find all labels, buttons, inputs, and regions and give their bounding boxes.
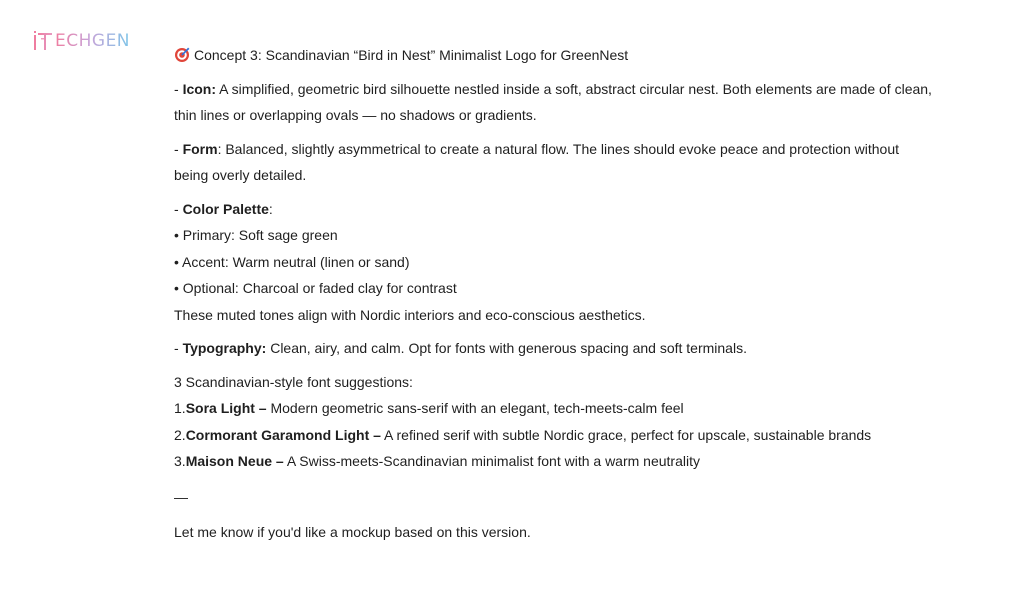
target-icon — [174, 47, 190, 63]
font-desc: A Swiss-meets-Scandinavian minimalist font with a warm neutrality — [283, 453, 700, 469]
typography-paragraph — [174, 335, 934, 362]
bullet-dash: - — [174, 340, 183, 356]
form-text: : Balanced, slightly asymmetrical to create a natural flow. The lines should evoke peace and protection without being overly detailed. — [174, 140, 900, 183]
bullet-dash: - — [174, 200, 183, 217]
font-suggestions — [174, 369, 934, 475]
list-item — [174, 422, 934, 449]
icon-text: A simplified, geometric bird silhouette nestled inside a soft, abstract circular nest. Both elements are made of clean, thin lines or overlapping ovals — no shadows or gradients. — [174, 80, 932, 123]
brand-logo — [33, 29, 130, 53]
font-desc: Modern geometric sans-serif with an elegant, tech-meets-calm feel — [266, 400, 684, 416]
font-desc: A refined serif with subtle Nordic grace, perfect for upscale, sustainable brands — [380, 426, 872, 443]
bullet-dash: - — [174, 140, 183, 157]
heading-text: Concept 3: Scandinavian “Bird in Nest” Minimalist Logo for GreenNest — [194, 47, 629, 63]
message-heading — [174, 42, 934, 69]
chat-message — [174, 42, 934, 546]
form-label: Form — [182, 140, 218, 157]
list-number: 3. — [174, 453, 186, 469]
typography-label: Typography: — [182, 340, 267, 356]
icon-label: Icon: — [182, 80, 217, 97]
list-item — [174, 448, 934, 475]
list-item — [174, 395, 934, 422]
color-palette-heading — [174, 196, 934, 223]
list-item: • Accent: Warm neutral (linen or sand) — [174, 253, 410, 270]
font-name: Maison Neue – — [185, 453, 284, 469]
colon: : — [268, 200, 273, 217]
font-name: Sora Light – — [185, 400, 267, 416]
form-paragraph — [174, 136, 934, 189]
icon-paragraph — [174, 76, 934, 129]
color-palette-label: Color Palette — [182, 200, 269, 217]
color-note: These muted tones align with Nordic interiors and eco-conscious aesthetics. — [174, 306, 646, 323]
list-item: • Optional: Charcoal or faded clay for contrast — [174, 280, 457, 296]
color-palette-section — [174, 196, 934, 329]
closing-text: Let me know if you'd like a mockup based on this version. — [174, 524, 531, 540]
list-item: • Primary: Soft sage green — [174, 227, 338, 243]
logo-mark-icon — [33, 30, 53, 52]
brand-name: ECHGEN — [55, 31, 131, 51]
divider: — — [174, 488, 188, 505]
typography-text: Clean, airy, and calm. Opt for fonts with generous spacing and soft terminals. — [266, 340, 747, 356]
font-intro: 3 Scandinavian-style font suggestions: — [174, 373, 413, 390]
list-number: 1. — [174, 400, 186, 416]
bullet-dash: - — [174, 80, 183, 97]
list-number: 2. — [174, 426, 186, 443]
font-name: Cormorant Garamond Light – — [185, 426, 381, 443]
